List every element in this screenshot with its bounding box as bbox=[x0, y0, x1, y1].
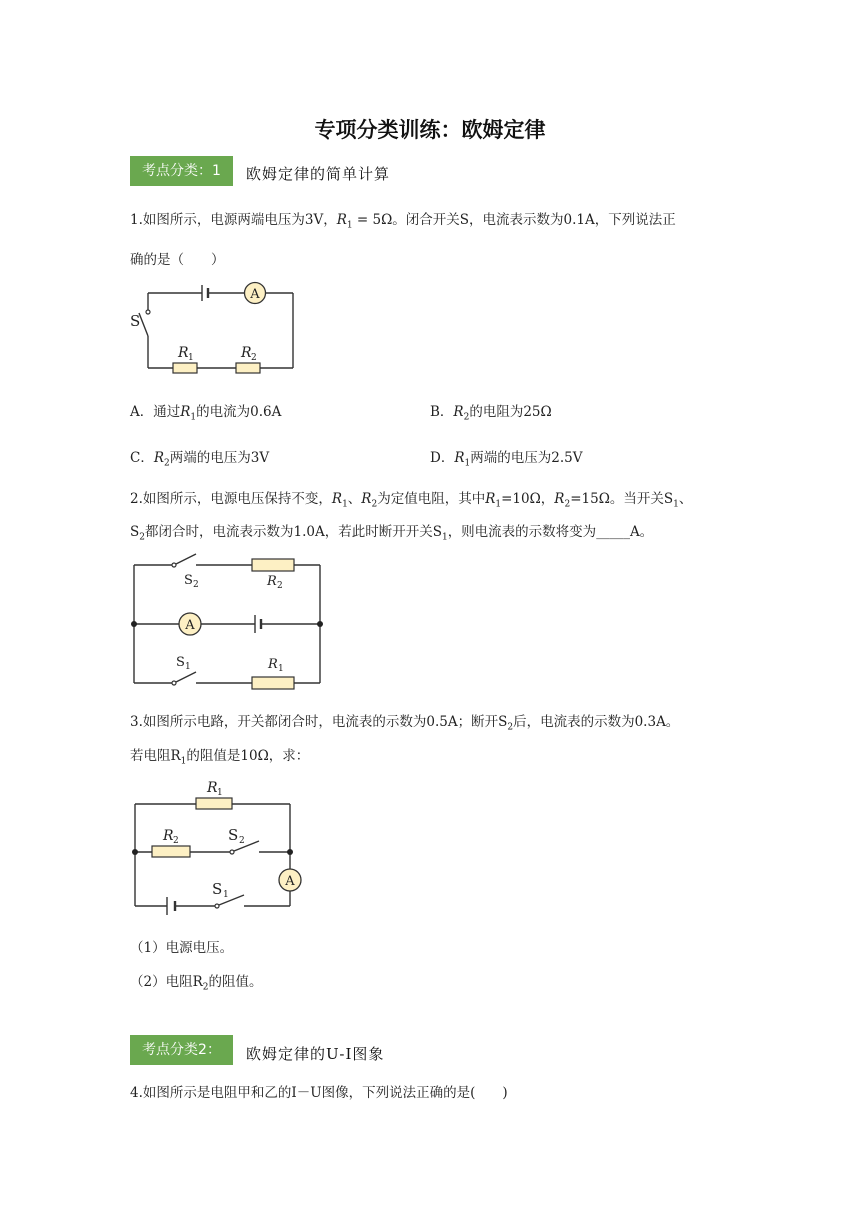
resistor-r1 bbox=[196, 798, 232, 809]
q3-subquestion-2: （2）电阻$R_2$的阻值。 bbox=[130, 974, 263, 993]
ammeter-icon bbox=[179, 613, 201, 635]
r2-label-sub: 2 bbox=[251, 353, 257, 363]
svg-text:1: 1 bbox=[278, 664, 284, 674]
resistor-r2 bbox=[152, 846, 190, 857]
battery-icon bbox=[255, 615, 261, 633]
r1-label-sub: 1 bbox=[188, 353, 194, 363]
svg-text:1: 1 bbox=[217, 788, 223, 798]
svg-text:2: 2 bbox=[277, 581, 283, 591]
svg-text:S: S bbox=[212, 880, 223, 898]
q4-line1: 4.如图所示是电阻甲和乙的I－U图像，下列说法正确的是( ) bbox=[130, 1085, 508, 1101]
svg-text:2: 2 bbox=[239, 836, 245, 846]
switch-s1-icon bbox=[172, 672, 196, 685]
svg-text:S: S bbox=[184, 573, 193, 588]
q1-option-a: A．通过$R_1$的电流为0.6A bbox=[130, 404, 282, 423]
q2-line2: $S_2$都闭合时，电流表示数为1.0A，若此时断开开关$S_1$，则电流表的示数将变为_____A。 bbox=[130, 524, 654, 543]
ammeter-icon bbox=[279, 869, 301, 891]
q3-line2: 若电阻$R_1$的阻值是10Ω，求： bbox=[130, 748, 310, 767]
svg-text:S: S bbox=[228, 826, 239, 844]
svg-text:R: R bbox=[207, 780, 218, 796]
q2-circuit-diagram bbox=[128, 550, 328, 690]
svg-text:1: 1 bbox=[223, 890, 229, 900]
q2-line1: 2.如图所示，电源电压保持不变，$R_1$、$R_2$为定值电阻，其中$R_1=10\Omega$，$R_2=15\Omega$。当开关$S_1$、 bbox=[130, 491, 693, 510]
section1-badge: 考点分类：1 bbox=[130, 156, 233, 186]
q1-line1: 1.如图所示，电源两端电压为3V，$R_1 = 5\Omega$。闭合开关S，电流表示数为0.1A，下列说法正 bbox=[130, 212, 676, 231]
resistor-r1 bbox=[252, 677, 294, 689]
section2-badge: 考点分类2： bbox=[130, 1035, 233, 1065]
q1-option-c: C．$R_2$两端的电压为3V bbox=[130, 450, 270, 469]
q1-circuit-diagram bbox=[128, 276, 298, 376]
r2-label: R bbox=[241, 345, 252, 361]
resistor-r1 bbox=[173, 363, 197, 373]
svg-text:1: 1 bbox=[185, 662, 191, 672]
junction-dot bbox=[317, 621, 323, 627]
q3-line1: 3.如图所示电路，开关都闭合时，电流表的示数为0.5A；断开$S_2$后，电流表的示数为0.3A。 bbox=[130, 714, 680, 733]
svg-text:A: A bbox=[185, 618, 195, 633]
q1-line2: 确的是（ ） bbox=[130, 252, 225, 268]
q1-option-d: D．$R_1$两端的电压为2.5V bbox=[430, 450, 583, 469]
svg-text:R: R bbox=[267, 574, 277, 589]
junction-dot bbox=[131, 621, 137, 627]
svg-text:2: 2 bbox=[193, 580, 199, 590]
resistor-r2 bbox=[236, 363, 260, 373]
section2-heading: 欧姆定律的U-I图象 bbox=[246, 1045, 385, 1063]
battery-icon bbox=[167, 897, 175, 915]
ammeter-icon bbox=[245, 283, 266, 304]
svg-text:S: S bbox=[176, 655, 185, 670]
svg-text:R: R bbox=[163, 828, 174, 844]
r1-label: R bbox=[178, 345, 189, 361]
q1-option-b: B．$R_2$的电阻为25Ω bbox=[430, 404, 552, 423]
section1-heading: 欧姆定律的简单计算 bbox=[246, 165, 391, 183]
switch-s2-icon bbox=[172, 554, 196, 567]
svg-text:2: 2 bbox=[173, 836, 179, 846]
battery-icon bbox=[202, 285, 208, 301]
svg-text:R: R bbox=[268, 657, 278, 672]
svg-text:A: A bbox=[285, 874, 295, 889]
q3-subquestion-1: （1）电源电压。 bbox=[130, 940, 234, 956]
q3-circuit-diagram bbox=[128, 774, 308, 916]
switch-icon bbox=[139, 310, 150, 336]
page-title: 专项分类训练：欧姆定律 bbox=[314, 118, 546, 142]
svg-text:A: A bbox=[250, 287, 260, 302]
resistor-r2 bbox=[252, 559, 294, 571]
answer-blank[interactable]: _____ bbox=[596, 524, 630, 540]
switch-label: S bbox=[130, 312, 141, 330]
